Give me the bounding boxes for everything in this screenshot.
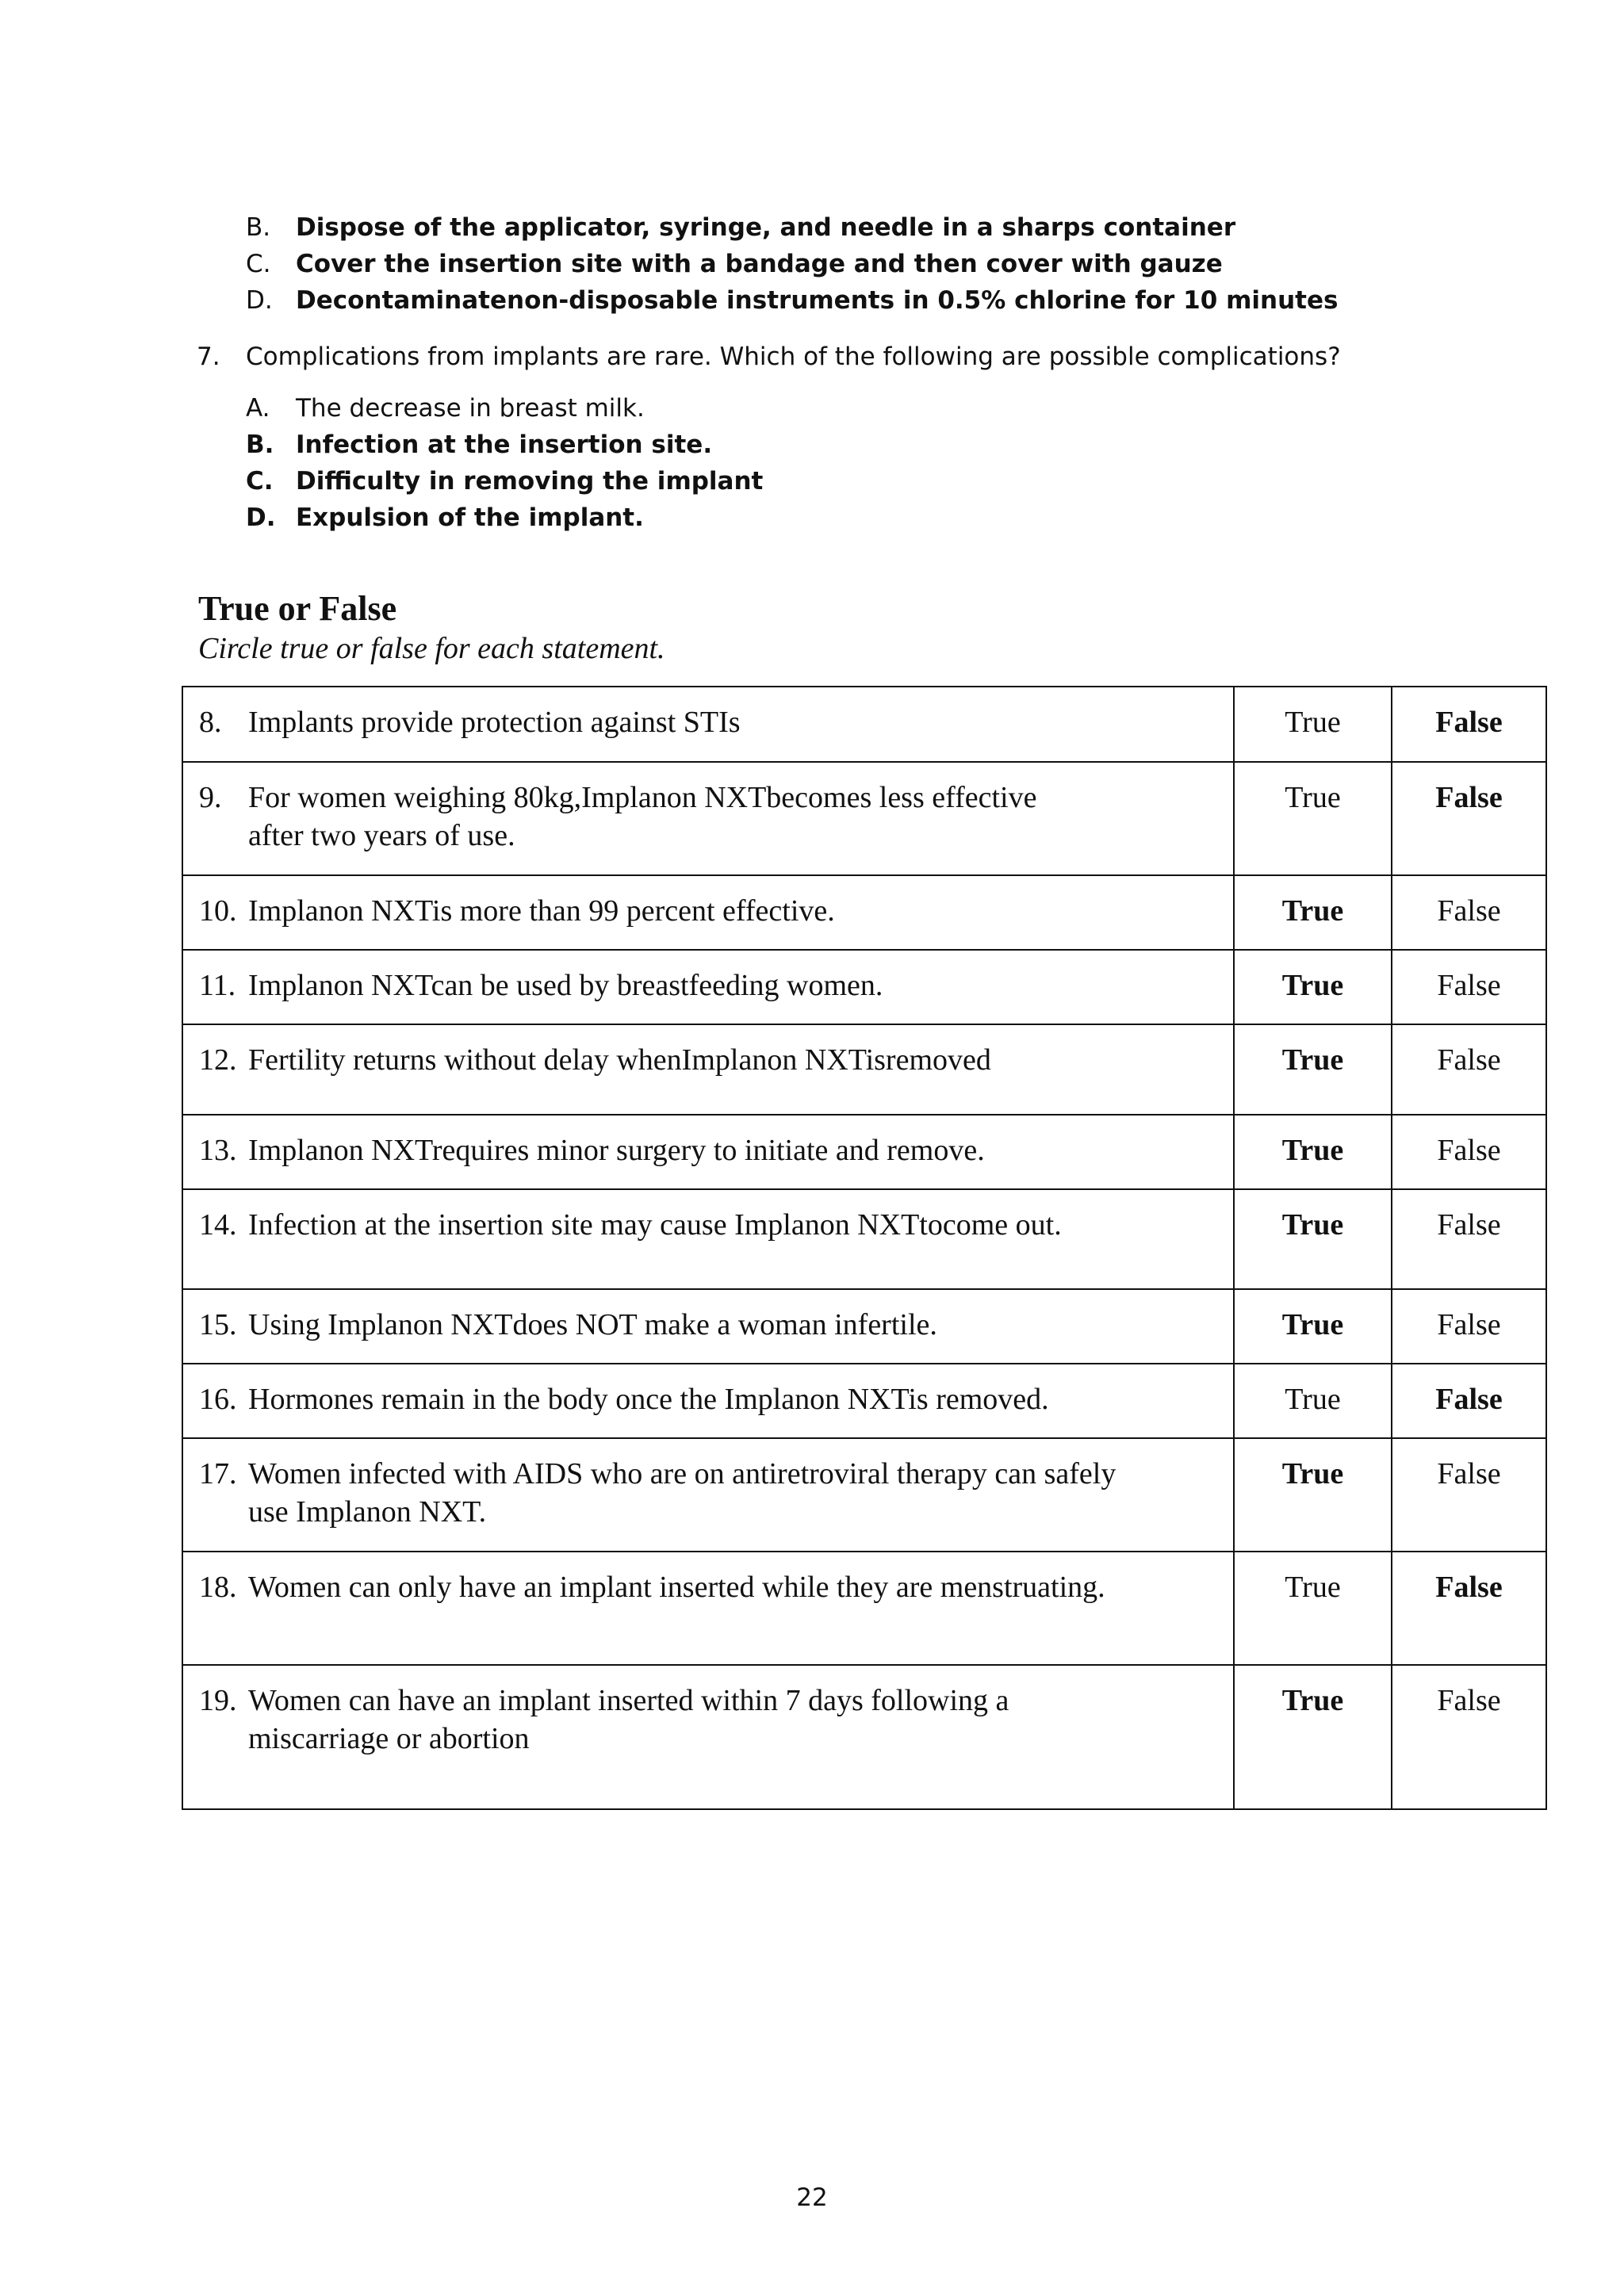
statement-text: Hormones remain in the body once the Implanon NXTis removed. bbox=[248, 1383, 1049, 1416]
table-row bbox=[182, 1189, 1546, 1289]
table-row bbox=[182, 687, 1546, 762]
statement-line bbox=[199, 1131, 1217, 1169]
statement-text-continued: use Implanon NXT. bbox=[248, 1495, 487, 1529]
option-letter: B. bbox=[246, 213, 271, 242]
statement-number: 10. bbox=[199, 894, 237, 928]
section-instruction: Circle true or false for each statement. bbox=[198, 632, 665, 665]
table-row bbox=[182, 1024, 1546, 1115]
statement-text: Women can have an implant inserted within 7 days following a bbox=[248, 1684, 1009, 1717]
true-option[interactable]: True bbox=[1234, 1115, 1392, 1189]
statement-number: 17. bbox=[199, 1457, 237, 1490]
statement-number: 12. bbox=[199, 1043, 237, 1077]
true-false-table bbox=[182, 686, 1547, 1810]
true-option[interactable]: True bbox=[1234, 1665, 1392, 1809]
true-option[interactable]: True bbox=[1234, 875, 1392, 950]
option-text: Expulsion of the implant. bbox=[296, 503, 644, 532]
false-option[interactable]: False bbox=[1392, 1438, 1546, 1552]
true-option[interactable]: True bbox=[1234, 1289, 1392, 1364]
statement-cell bbox=[182, 1665, 1234, 1809]
statement-number: 15. bbox=[199, 1308, 237, 1341]
option-text: Difficulty in removing the implant bbox=[296, 467, 764, 496]
statement-cell bbox=[182, 875, 1234, 950]
statement-line bbox=[199, 1682, 1217, 1720]
statement-text: Infection at the insertion site may cause Implanon NXTtocome out. bbox=[248, 1208, 1062, 1242]
statement-text: Women infected with AIDS who are on antiretroviral therapy can safely bbox=[248, 1457, 1116, 1490]
statement-line bbox=[199, 892, 1217, 930]
statement-text: Implanon NXTrequires minor surgery to initiate and remove. bbox=[248, 1134, 985, 1167]
statement-text-continued: miscarriage or abortion bbox=[248, 1722, 530, 1755]
statement-cell bbox=[182, 1364, 1234, 1438]
false-option[interactable]: False bbox=[1392, 1115, 1546, 1189]
table-row bbox=[182, 950, 1546, 1024]
statement-cell bbox=[182, 762, 1234, 875]
statement-line bbox=[199, 966, 1217, 1004]
true-option[interactable]: True bbox=[1234, 762, 1392, 875]
false-option[interactable]: False bbox=[1392, 875, 1546, 950]
statement-line bbox=[199, 779, 1217, 817]
statement-text: Using Implanon NXTdoes NOT make a woman infertile. bbox=[248, 1308, 937, 1341]
option-letter: D. bbox=[246, 286, 273, 315]
option-letter: C. bbox=[246, 467, 274, 496]
statement-text: For women weighing 80kg,Implanon NXTbecomes less effective bbox=[248, 781, 1037, 814]
statement-number: 16. bbox=[199, 1383, 237, 1416]
statement-number: 18. bbox=[199, 1571, 237, 1604]
statement-number: 9. bbox=[199, 781, 222, 814]
statement-text-continued: after two years of use. bbox=[248, 819, 515, 852]
statement-line bbox=[199, 1455, 1217, 1493]
table-row bbox=[182, 875, 1546, 950]
question-number: 7. bbox=[197, 342, 220, 371]
page-number: 22 bbox=[796, 2183, 828, 2212]
option-letter: A. bbox=[246, 394, 270, 423]
false-option[interactable]: False bbox=[1392, 1552, 1546, 1665]
false-option[interactable]: False bbox=[1392, 1189, 1546, 1289]
table-row bbox=[182, 1289, 1546, 1364]
false-option[interactable]: False bbox=[1392, 950, 1546, 1024]
table-row bbox=[182, 1665, 1546, 1809]
statement-number: 14. bbox=[199, 1208, 237, 1242]
false-option[interactable]: False bbox=[1392, 1665, 1546, 1809]
statement-line bbox=[199, 1041, 1217, 1079]
statement-number: 8. bbox=[199, 706, 222, 739]
option-text: Decontaminatenon-disposable instruments in 0.5% chlorine for 10 minutes bbox=[296, 286, 1339, 315]
false-option[interactable]: False bbox=[1392, 687, 1546, 762]
statement-cell bbox=[182, 1115, 1234, 1189]
statement-line bbox=[199, 1380, 1217, 1418]
statement-cell bbox=[182, 1189, 1234, 1289]
statement-line bbox=[199, 703, 1217, 741]
statement-text: Implants provide protection against STIs bbox=[248, 706, 741, 739]
option-letter: B. bbox=[246, 430, 274, 459]
statement-cell bbox=[182, 687, 1234, 762]
statement-line bbox=[199, 1568, 1217, 1606]
true-option[interactable]: True bbox=[1234, 1552, 1392, 1665]
statement-text: Implanon NXTis more than 99 percent effective. bbox=[248, 894, 835, 928]
true-option[interactable]: True bbox=[1234, 687, 1392, 762]
statement-text: Fertility returns without delay whenImplanon NXTisremoved bbox=[248, 1043, 991, 1077]
statement-line bbox=[199, 1306, 1217, 1344]
statement-number: 19. bbox=[199, 1684, 237, 1717]
statement-line bbox=[199, 1206, 1217, 1244]
false-option[interactable]: False bbox=[1392, 1364, 1546, 1438]
option-letter: D. bbox=[246, 503, 276, 532]
option-text: Cover the insertion site with a bandage and then cover with gauze bbox=[296, 250, 1223, 278]
statement-cell bbox=[182, 1552, 1234, 1665]
table-row bbox=[182, 762, 1546, 875]
statement-cell bbox=[182, 950, 1234, 1024]
true-false-table-body bbox=[182, 687, 1546, 1809]
statement-text: Women can only have an implant inserted while they are menstruating. bbox=[248, 1571, 1105, 1604]
true-option[interactable]: True bbox=[1234, 1024, 1392, 1115]
option-text: Infection at the insertion site. bbox=[296, 430, 713, 459]
false-option[interactable]: False bbox=[1392, 1024, 1546, 1115]
false-option[interactable]: False bbox=[1392, 1289, 1546, 1364]
false-option[interactable]: False bbox=[1392, 762, 1546, 875]
table-row bbox=[182, 1364, 1546, 1438]
statement-number: 13. bbox=[199, 1134, 237, 1167]
question-7 bbox=[197, 339, 1341, 375]
true-option[interactable]: True bbox=[1234, 1364, 1392, 1438]
true-option[interactable]: True bbox=[1234, 1438, 1392, 1552]
option-text: Dispose of the applicator, syringe, and needle in a sharps container bbox=[296, 213, 1236, 242]
statement-number: 11. bbox=[199, 969, 236, 1002]
true-option[interactable]: True bbox=[1234, 1189, 1392, 1289]
statement-cell bbox=[182, 1438, 1234, 1552]
table-row bbox=[182, 1552, 1546, 1665]
question-text: Complications from implants are rare. Which of the following are possible complications? bbox=[246, 342, 1341, 371]
option-text: The decrease in breast milk. bbox=[296, 394, 645, 423]
table-row bbox=[182, 1115, 1546, 1189]
section-title: True or False bbox=[198, 589, 397, 628]
true-option[interactable]: True bbox=[1234, 950, 1392, 1024]
table-row bbox=[182, 1438, 1546, 1552]
statement-cell bbox=[182, 1289, 1234, 1364]
option-letter: C. bbox=[246, 250, 271, 278]
statement-text: Implanon NXTcan be used by breastfeeding women. bbox=[248, 969, 883, 1002]
statement-cell bbox=[182, 1024, 1234, 1115]
